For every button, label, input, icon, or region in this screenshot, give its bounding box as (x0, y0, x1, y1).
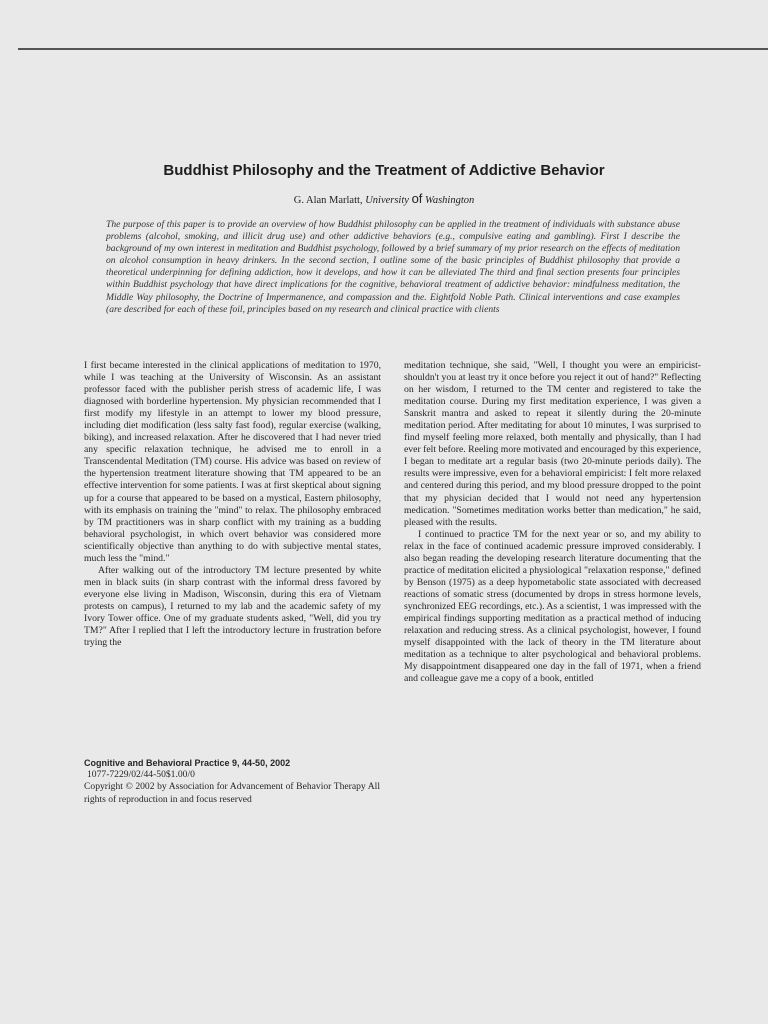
paragraph: After walking out of the introductory TM lecture presented by white men in black suits (in sharp contrast with the informal dress favored by everyone else living in Madison, Wisconsin, during this era of Vietnam protests on campus), I returned to my lab and the academic safety of my Ivory Tower office. One of my graduate students asked, "Well, did you try TM?" After I replied that I left the introductory lecture in frustration before trying the (84, 564, 381, 649)
paper-title: Buddhist Philosophy and the Treatment of Addictive Behavior (163, 162, 605, 179)
paragraph: I first became interested in the clinical applications of meditation to 1970, while I was teaching at the University of Wisconsin. As an assistant professor faced with the publisher perish stress of academic life, I was diagnosed with borderline hypertension. My physician recommended that I first modify my lifestyle in an attempt to lower my blood pressure, including diet modification (less salty fast food), regular exercise (walking, biking), and increased relaxation. After he discovered that I had never tried any specific relaxation technique, he advised me to enroll in a Transcendental Meditation (TM) course. His advice was based on review of the hypertension treatment literature showing that TM appeared to be an effective intervention for some patients. I was at first skeptical about signing up for a course that appeared to be based on a mystical, Eastern philosophy, with its emphasis on training the "mind" to relax. The philosophy embraced by TM practitioners was in sharp conflict with my training as a budding behavioral psychologist, in which overt behavior was considered more scientifically objective than anything to do with subjective mental states, much less the "mind." (84, 360, 381, 564)
body-column-left (84, 360, 381, 649)
journal-citation: Cognitive and Behavioral Practice 9, 44-50, 2002 (84, 758, 291, 768)
abstract: The purpose of this paper is to provide an overview of how Buddhist philosophy can be applied in the treatment of individuals with substance abuse problems (alcohol, smoking, and illicit drug use) and other addictive behaviors (e.g., compulsive eating and gambling). First I describe the background of my own interest in meditation and Buddhist psychology, followed by a brief summary of my prior research on the effects of meditation on alcohol consumption in heavy drinkers. In the second section, I outline some of the basic principles of Buddhist philosophy that provide a theoretical underpinning for defining addiction, how it develops, and how it can be alleviated The third and final section presents four principles within Buddhist psychology that have direct implications for the cognitive, behavioral treatment of addictive behavior: mindfulness meditation, the Middle Way philosophy, the Doctrine of Impermanence, and compassion and the. Eightfold Noble Path. Clinical interventions and case examples (are described for each of these foil, principles based on my research and clinical practice with clients (106, 219, 680, 315)
copyright-notice: Copyright © 2002 by Association for Advancement of Behavior Therapy All rights of reproduction in and focus reserved (84, 781, 380, 805)
author-name: G. Alan Marlatt, (293, 195, 363, 206)
top-rule (18, 48, 768, 50)
paragraph: meditation technique, she said, "Well, I thought you were an empiricist-shouldn't you at least try it once before you reject it out of hand?" Reflecting on her wisdom, I returned to the TM center and registered to take the meditation course. During my first meditation experience, I was given a Sanskrit mantra and asked to repeat it silently during the 20-minute meditation period. After meditating for about 10 minutes, I was surprised to find myself feeling more relaxed, both mentally and physically, than I had ever felt before. Reeling more motivated and encouraged by this experience, I began to meditate art a regular basis (two 20-minute periods daily). The results were impressive, even for a behavioral empiricist: I felt more relaxed and centered during this period, and my blood pressure dropped to the point that my physician decided that I would not need any hypertension medication. "Sometimes meditation works better than medication," he said, pleased with the results. (404, 360, 701, 528)
issn-line: 1077-7229/02/44-50$1.00/0 (87, 769, 195, 781)
body-column-right (404, 360, 701, 685)
author-line (0, 191, 768, 206)
affiliation-university: University (365, 195, 409, 206)
affiliation-of: of (411, 191, 423, 206)
paragraph: I continued to practice TM for the next year or so, and my ability to relax in the face of continued academic pressure improved considerably. I also began reading the developing research literature documenting that the practice of meditation elicited a physiological "relaxation response," defined by Benson (1975) as a deep hypometabolic state associated with decreased reactions of somatic stress (documented by drops in stress hormone levels, synchronized EEG recordings, etc.). As a scientist, 1 was impressed with the empirical findings supporting meditation as a practical method of inducing relaxation and reducing stress. As a clinical psychologist, however, I found myself disappointed with the lack of theory in the TM literature about meditation as a technique to alter psychological and behavioral problems. My disappointment disappeared one day in the fall of 1971, when a friend and colleague gave me a copy of a book, entitled (404, 528, 701, 685)
footer-citation (84, 757, 380, 806)
affiliation-washington: Washington (425, 195, 475, 206)
